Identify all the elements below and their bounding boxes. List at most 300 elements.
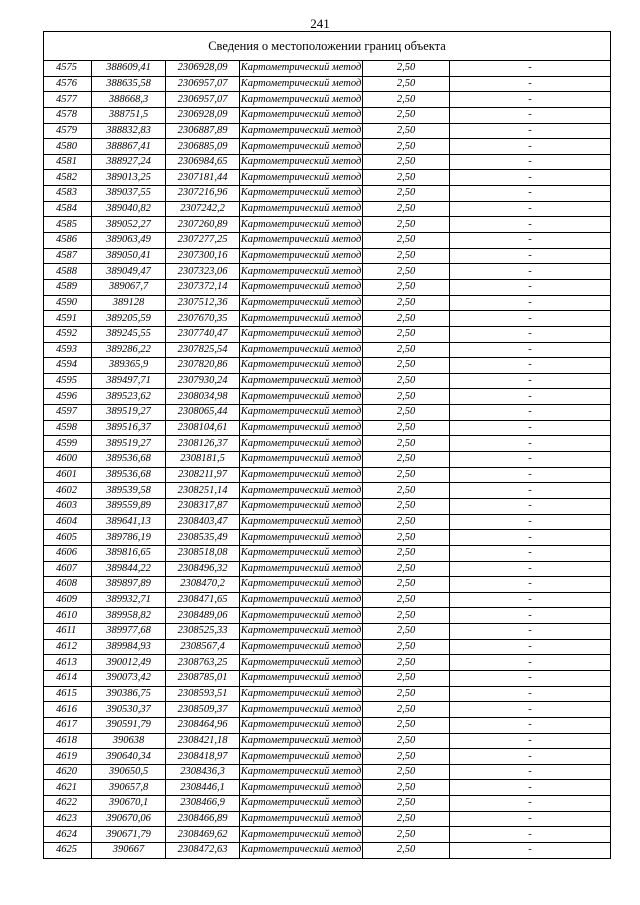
- x-coordinate-cell: 390386,75: [92, 686, 166, 702]
- point-number-cell: 4594: [44, 358, 92, 374]
- point-number-cell: 4589: [44, 279, 92, 295]
- table-row: [44, 264, 611, 280]
- method-cell: Картометрический метод: [240, 326, 363, 342]
- method-cell: Картометрический метод: [240, 342, 363, 358]
- x-coordinate-cell: 388609,41: [92, 61, 166, 77]
- point-number-cell: 4581: [44, 154, 92, 170]
- x-coordinate-cell: 388832,83: [92, 123, 166, 139]
- x-coordinate-cell: 390073,42: [92, 670, 166, 686]
- method-cell: Картометрический метод: [240, 577, 363, 593]
- table-row: [44, 452, 611, 468]
- accuracy-cell: 2,50: [363, 717, 450, 733]
- y-coordinate-cell: 2308472,63: [166, 843, 240, 859]
- accuracy-cell: 2,50: [363, 233, 450, 249]
- y-coordinate-cell: 2308034,98: [166, 389, 240, 405]
- y-coordinate-cell: 2307260,89: [166, 217, 240, 233]
- description-cell: -: [450, 170, 611, 186]
- method-cell: Картометрический метод: [240, 201, 363, 217]
- x-coordinate-cell: 389519,27: [92, 436, 166, 452]
- table-row: [44, 217, 611, 233]
- table-row: [44, 702, 611, 718]
- table-row: [44, 780, 611, 796]
- method-cell: Картометрический метод: [240, 764, 363, 780]
- description-cell: -: [450, 123, 611, 139]
- point-number-cell: 4586: [44, 233, 92, 249]
- accuracy-cell: 2,50: [363, 639, 450, 655]
- point-number-cell: 4600: [44, 452, 92, 468]
- description-cell: -: [450, 405, 611, 421]
- description-cell: -: [450, 639, 611, 655]
- accuracy-cell: 2,50: [363, 733, 450, 749]
- accuracy-cell: 2,50: [363, 467, 450, 483]
- description-cell: -: [450, 389, 611, 405]
- point-number-cell: 4611: [44, 624, 92, 640]
- table-row: [44, 405, 611, 421]
- table-row: [44, 545, 611, 561]
- point-number-cell: 4588: [44, 264, 92, 280]
- x-coordinate-cell: 388635,58: [92, 76, 166, 92]
- description-cell: -: [450, 827, 611, 843]
- accuracy-cell: 2,50: [363, 811, 450, 827]
- method-cell: Картометрический метод: [240, 686, 363, 702]
- y-coordinate-cell: 2308421,18: [166, 733, 240, 749]
- accuracy-cell: 2,50: [363, 279, 450, 295]
- x-coordinate-cell: 390667: [92, 843, 166, 859]
- x-coordinate-cell: 389245,55: [92, 326, 166, 342]
- table-row: [44, 248, 611, 264]
- y-coordinate-cell: 2306887,89: [166, 123, 240, 139]
- description-cell: -: [450, 733, 611, 749]
- point-number-cell: 4587: [44, 248, 92, 264]
- description-cell: -: [450, 498, 611, 514]
- x-coordinate-cell: 389897,89: [92, 577, 166, 593]
- x-coordinate-cell: 390670,06: [92, 811, 166, 827]
- table-row: [44, 107, 611, 123]
- point-number-cell: 4577: [44, 92, 92, 108]
- accuracy-cell: 2,50: [363, 577, 450, 593]
- accuracy-cell: 2,50: [363, 843, 450, 859]
- method-cell: Картометрический метод: [240, 436, 363, 452]
- x-coordinate-cell: 390638: [92, 733, 166, 749]
- y-coordinate-cell: 2308466,89: [166, 811, 240, 827]
- method-cell: Картометрический метод: [240, 780, 363, 796]
- point-number-cell: 4615: [44, 686, 92, 702]
- accuracy-cell: 2,50: [363, 201, 450, 217]
- description-cell: -: [450, 592, 611, 608]
- point-number-cell: 4625: [44, 843, 92, 859]
- method-cell: Картометрический метод: [240, 749, 363, 765]
- method-cell: Картометрический метод: [240, 452, 363, 468]
- point-number-cell: 4602: [44, 483, 92, 499]
- point-number-cell: 4624: [44, 827, 92, 843]
- point-number-cell: 4578: [44, 107, 92, 123]
- y-coordinate-cell: 2308211,97: [166, 467, 240, 483]
- y-coordinate-cell: 2308251,14: [166, 483, 240, 499]
- method-cell: Картометрический метод: [240, 170, 363, 186]
- table-row: [44, 796, 611, 812]
- x-coordinate-cell: 389037,55: [92, 186, 166, 202]
- accuracy-cell: 2,50: [363, 217, 450, 233]
- point-number-cell: 4597: [44, 405, 92, 421]
- method-cell: Картометрический метод: [240, 61, 363, 77]
- description-cell: -: [450, 717, 611, 733]
- method-cell: Картометрический метод: [240, 373, 363, 389]
- table-row: [44, 639, 611, 655]
- table-row: [44, 123, 611, 139]
- description-cell: -: [450, 452, 611, 468]
- x-coordinate-cell: 389539,58: [92, 483, 166, 499]
- description-cell: -: [450, 702, 611, 718]
- method-cell: Картометрический метод: [240, 624, 363, 640]
- table-row: [44, 373, 611, 389]
- y-coordinate-cell: 2307181,44: [166, 170, 240, 186]
- y-coordinate-cell: 2308436,3: [166, 764, 240, 780]
- y-coordinate-cell: 2307372,14: [166, 279, 240, 295]
- accuracy-cell: 2,50: [363, 61, 450, 77]
- accuracy-cell: 2,50: [363, 139, 450, 155]
- accuracy-cell: 2,50: [363, 827, 450, 843]
- x-coordinate-cell: 390530,37: [92, 702, 166, 718]
- point-number-cell: 4622: [44, 796, 92, 812]
- table-row: [44, 295, 611, 311]
- x-coordinate-cell: 390650,5: [92, 764, 166, 780]
- x-coordinate-cell: 389013,25: [92, 170, 166, 186]
- method-cell: Картометрический метод: [240, 107, 363, 123]
- accuracy-cell: 2,50: [363, 92, 450, 108]
- point-number-cell: 4620: [44, 764, 92, 780]
- accuracy-cell: 2,50: [363, 764, 450, 780]
- y-coordinate-cell: 2307277,25: [166, 233, 240, 249]
- method-cell: Картометрический метод: [240, 358, 363, 374]
- point-number-cell: 4598: [44, 420, 92, 436]
- point-number-cell: 4596: [44, 389, 92, 405]
- accuracy-cell: 2,50: [363, 373, 450, 389]
- method-cell: Картометрический метод: [240, 608, 363, 624]
- method-cell: Картометрический метод: [240, 154, 363, 170]
- description-cell: -: [450, 577, 611, 593]
- x-coordinate-cell: 389365,9: [92, 358, 166, 374]
- description-cell: -: [450, 686, 611, 702]
- y-coordinate-cell: 2307323,06: [166, 264, 240, 280]
- accuracy-cell: 2,50: [363, 655, 450, 671]
- x-coordinate-cell: 389536,68: [92, 452, 166, 468]
- accuracy-cell: 2,50: [363, 561, 450, 577]
- point-number-cell: 4609: [44, 592, 92, 608]
- y-coordinate-cell: 2308509,37: [166, 702, 240, 718]
- method-cell: Картометрический метод: [240, 498, 363, 514]
- point-number-cell: 4610: [44, 608, 92, 624]
- point-number-cell: 4621: [44, 780, 92, 796]
- x-coordinate-cell: 388927,24: [92, 154, 166, 170]
- method-cell: Картометрический метод: [240, 483, 363, 499]
- table-body: [44, 61, 611, 859]
- y-coordinate-cell: 2306957,07: [166, 92, 240, 108]
- point-number-cell: 4601: [44, 467, 92, 483]
- method-cell: Картометрический метод: [240, 514, 363, 530]
- method-cell: Картометрический метод: [240, 467, 363, 483]
- accuracy-cell: 2,50: [363, 389, 450, 405]
- description-cell: -: [450, 233, 611, 249]
- description-cell: -: [450, 154, 611, 170]
- page-number: 241: [310, 16, 330, 31]
- method-cell: Картометрический метод: [240, 639, 363, 655]
- method-cell: Картометрический метод: [240, 217, 363, 233]
- x-coordinate-cell: 389519,27: [92, 405, 166, 421]
- table-row: [44, 76, 611, 92]
- method-cell: Картометрический метод: [240, 123, 363, 139]
- point-number-cell: 4607: [44, 561, 92, 577]
- x-coordinate-cell: 389958,82: [92, 608, 166, 624]
- accuracy-cell: 2,50: [363, 170, 450, 186]
- table-row: [44, 561, 611, 577]
- x-coordinate-cell: 390012,49: [92, 655, 166, 671]
- y-coordinate-cell: 2307825,54: [166, 342, 240, 358]
- table-row: [44, 764, 611, 780]
- table-row: [44, 61, 611, 77]
- y-coordinate-cell: 2308317,87: [166, 498, 240, 514]
- method-cell: Картометрический метод: [240, 248, 363, 264]
- method-cell: Картометрический метод: [240, 233, 363, 249]
- x-coordinate-cell: 390640,34: [92, 749, 166, 765]
- description-cell: -: [450, 342, 611, 358]
- accuracy-cell: 2,50: [363, 107, 450, 123]
- accuracy-cell: 2,50: [363, 452, 450, 468]
- x-coordinate-cell: 390657,8: [92, 780, 166, 796]
- accuracy-cell: 2,50: [363, 624, 450, 640]
- y-coordinate-cell: 2308496,32: [166, 561, 240, 577]
- y-coordinate-cell: 2307670,35: [166, 311, 240, 327]
- x-coordinate-cell: 389816,65: [92, 545, 166, 561]
- point-number-cell: 4616: [44, 702, 92, 718]
- table-row: [44, 733, 611, 749]
- table-row: [44, 186, 611, 202]
- method-cell: Картометрический метод: [240, 811, 363, 827]
- y-coordinate-cell: 2308567,4: [166, 639, 240, 655]
- accuracy-cell: 2,50: [363, 186, 450, 202]
- point-number-cell: 4595: [44, 373, 92, 389]
- point-number-cell: 4579: [44, 123, 92, 139]
- x-coordinate-cell: 389786,19: [92, 530, 166, 546]
- y-coordinate-cell: 2308469,62: [166, 827, 240, 843]
- method-cell: Картометрический метод: [240, 420, 363, 436]
- table-row: [44, 592, 611, 608]
- method-cell: Картометрический метод: [240, 827, 363, 843]
- point-number-cell: 4583: [44, 186, 92, 202]
- point-number-cell: 4582: [44, 170, 92, 186]
- y-coordinate-cell: 2308470,2: [166, 577, 240, 593]
- description-cell: -: [450, 483, 611, 499]
- x-coordinate-cell: 389067,7: [92, 279, 166, 295]
- y-coordinate-cell: 2307820,86: [166, 358, 240, 374]
- table-row: [44, 233, 611, 249]
- description-cell: -: [450, 217, 611, 233]
- point-number-cell: 4613: [44, 655, 92, 671]
- table-row: [44, 717, 611, 733]
- accuracy-cell: 2,50: [363, 796, 450, 812]
- y-coordinate-cell: 2308126,37: [166, 436, 240, 452]
- accuracy-cell: 2,50: [363, 311, 450, 327]
- accuracy-cell: 2,50: [363, 342, 450, 358]
- table-row: [44, 358, 611, 374]
- accuracy-cell: 2,50: [363, 592, 450, 608]
- description-cell: -: [450, 608, 611, 624]
- table-row: [44, 686, 611, 702]
- point-number-cell: 4593: [44, 342, 92, 358]
- description-cell: -: [450, 201, 611, 217]
- point-number-cell: 4576: [44, 76, 92, 92]
- accuracy-cell: 2,50: [363, 123, 450, 139]
- table-row: [44, 577, 611, 593]
- y-coordinate-cell: 2308593,51: [166, 686, 240, 702]
- accuracy-cell: 2,50: [363, 420, 450, 436]
- y-coordinate-cell: 2308489,06: [166, 608, 240, 624]
- y-coordinate-cell: 2308525,33: [166, 624, 240, 640]
- description-cell: -: [450, 61, 611, 77]
- x-coordinate-cell: 389063,49: [92, 233, 166, 249]
- description-cell: -: [450, 811, 611, 827]
- description-cell: -: [450, 311, 611, 327]
- x-coordinate-cell: 389977,68: [92, 624, 166, 640]
- y-coordinate-cell: 2308104,61: [166, 420, 240, 436]
- table-row: [44, 608, 611, 624]
- table-row: [44, 436, 611, 452]
- x-coordinate-cell: 389286,22: [92, 342, 166, 358]
- description-cell: -: [450, 295, 611, 311]
- x-coordinate-cell: 388751,5: [92, 107, 166, 123]
- description-cell: -: [450, 796, 611, 812]
- point-number-cell: 4617: [44, 717, 92, 733]
- accuracy-cell: 2,50: [363, 295, 450, 311]
- description-cell: -: [450, 420, 611, 436]
- point-number-cell: 4590: [44, 295, 92, 311]
- accuracy-cell: 2,50: [363, 154, 450, 170]
- point-number-cell: 4580: [44, 139, 92, 155]
- description-cell: -: [450, 373, 611, 389]
- accuracy-cell: 2,50: [363, 498, 450, 514]
- method-cell: Картометрический метод: [240, 717, 363, 733]
- table-row: [44, 811, 611, 827]
- y-coordinate-cell: 2308065,44: [166, 405, 240, 421]
- x-coordinate-cell: 389205,59: [92, 311, 166, 327]
- table-row: [44, 154, 611, 170]
- point-number-cell: 4575: [44, 61, 92, 77]
- table-row: [44, 827, 611, 843]
- description-cell: -: [450, 436, 611, 452]
- description-cell: -: [450, 545, 611, 561]
- description-cell: -: [450, 843, 611, 859]
- y-coordinate-cell: 2307216,96: [166, 186, 240, 202]
- accuracy-cell: 2,50: [363, 264, 450, 280]
- y-coordinate-cell: 2308403,47: [166, 514, 240, 530]
- x-coordinate-cell: 389050,41: [92, 248, 166, 264]
- description-cell: -: [450, 655, 611, 671]
- x-coordinate-cell: 389984,93: [92, 639, 166, 655]
- point-number-cell: 4619: [44, 749, 92, 765]
- description-cell: -: [450, 514, 611, 530]
- accuracy-cell: 2,50: [363, 405, 450, 421]
- description-cell: -: [450, 279, 611, 295]
- description-cell: -: [450, 186, 611, 202]
- table-row: [44, 279, 611, 295]
- method-cell: Картометрический метод: [240, 295, 363, 311]
- table-row: [44, 749, 611, 765]
- description-cell: -: [450, 358, 611, 374]
- accuracy-cell: 2,50: [363, 483, 450, 499]
- y-coordinate-cell: 2308785,01: [166, 670, 240, 686]
- table-row: [44, 311, 611, 327]
- y-coordinate-cell: 2308763,25: [166, 655, 240, 671]
- y-coordinate-cell: 2308464,96: [166, 717, 240, 733]
- accuracy-cell: 2,50: [363, 670, 450, 686]
- table-row: [44, 170, 611, 186]
- table-row: [44, 483, 611, 499]
- y-coordinate-cell: 2308418,97: [166, 749, 240, 765]
- table-row: [44, 843, 611, 859]
- y-coordinate-cell: 2307300,16: [166, 248, 240, 264]
- accuracy-cell: 2,50: [363, 749, 450, 765]
- method-cell: Картометрический метод: [240, 139, 363, 155]
- table-row: [44, 530, 611, 546]
- accuracy-cell: 2,50: [363, 248, 450, 264]
- method-cell: Картометрический метод: [240, 561, 363, 577]
- method-cell: Картометрический метод: [240, 545, 363, 561]
- point-number-cell: 4591: [44, 311, 92, 327]
- method-cell: Картометрический метод: [240, 311, 363, 327]
- description-cell: -: [450, 530, 611, 546]
- table-row: [44, 342, 611, 358]
- description-cell: -: [450, 92, 611, 108]
- table-row: [44, 420, 611, 436]
- description-cell: -: [450, 561, 611, 577]
- y-coordinate-cell: 2306928,09: [166, 61, 240, 77]
- accuracy-cell: 2,50: [363, 514, 450, 530]
- method-cell: Картометрический метод: [240, 592, 363, 608]
- point-number-cell: 4612: [44, 639, 92, 655]
- description-cell: -: [450, 624, 611, 640]
- method-cell: Картометрический метод: [240, 843, 363, 859]
- y-coordinate-cell: 2306928,09: [166, 107, 240, 123]
- x-coordinate-cell: 388867,41: [92, 139, 166, 155]
- accuracy-cell: 2,50: [363, 545, 450, 561]
- y-coordinate-cell: 2307930,24: [166, 373, 240, 389]
- method-cell: Картометрический метод: [240, 530, 363, 546]
- point-number-cell: 4608: [44, 577, 92, 593]
- x-coordinate-cell: 389497,71: [92, 373, 166, 389]
- method-cell: Картометрический метод: [240, 279, 363, 295]
- x-coordinate-cell: 390591,79: [92, 717, 166, 733]
- accuracy-cell: 2,50: [363, 436, 450, 452]
- table-row: [44, 655, 611, 671]
- x-coordinate-cell: 389052,27: [92, 217, 166, 233]
- point-number-cell: 4618: [44, 733, 92, 749]
- method-cell: Картометрический метод: [240, 733, 363, 749]
- accuracy-cell: 2,50: [363, 608, 450, 624]
- table-row: [44, 670, 611, 686]
- table-row: [44, 201, 611, 217]
- accuracy-cell: 2,50: [363, 686, 450, 702]
- x-coordinate-cell: 390671,79: [92, 827, 166, 843]
- description-cell: -: [450, 326, 611, 342]
- method-cell: Картометрический метод: [240, 264, 363, 280]
- accuracy-cell: 2,50: [363, 530, 450, 546]
- point-number-cell: 4605: [44, 530, 92, 546]
- accuracy-cell: 2,50: [363, 76, 450, 92]
- accuracy-cell: 2,50: [363, 358, 450, 374]
- x-coordinate-cell: 389559,89: [92, 498, 166, 514]
- y-coordinate-cell: 2307242,2: [166, 201, 240, 217]
- method-cell: Картометрический метод: [240, 702, 363, 718]
- table-row: [44, 139, 611, 155]
